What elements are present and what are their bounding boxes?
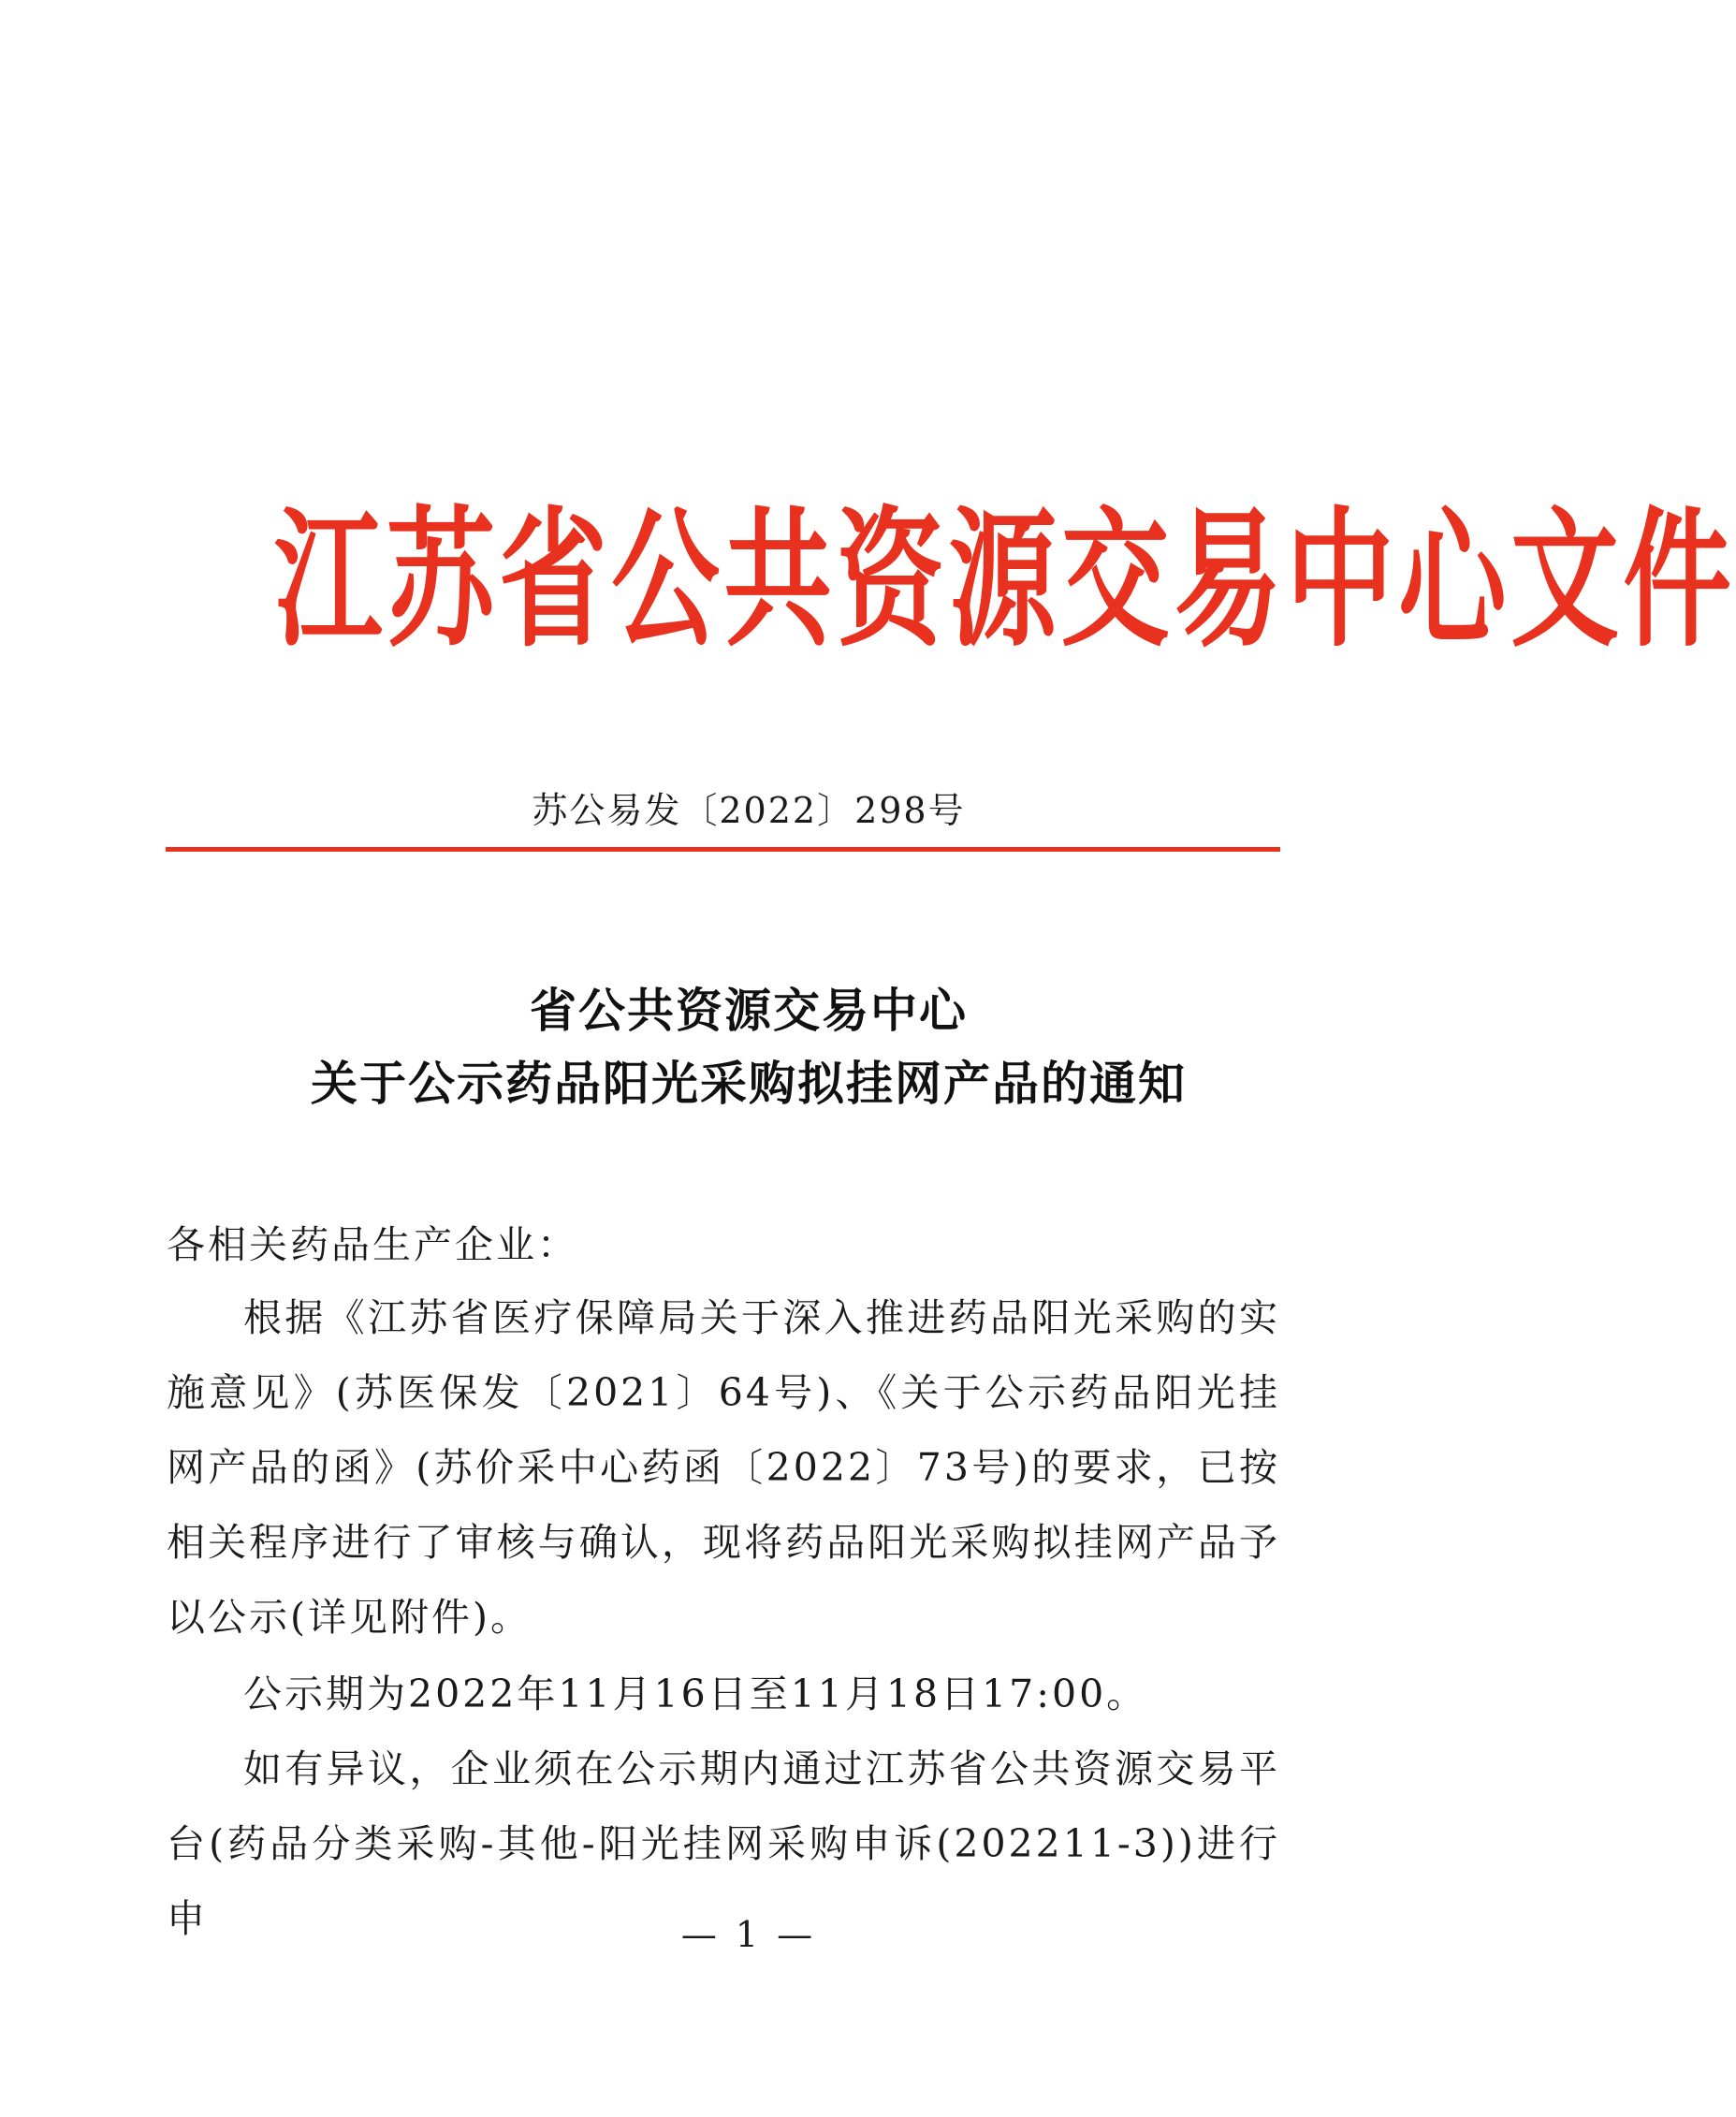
notice-title-line-2: 关于公示药品阳光采购拟挂网产品的通知 bbox=[311, 1057, 1187, 1111]
notice-title-line-1: 省公共资源交易中心 bbox=[530, 984, 968, 1038]
body-paragraph-2: 公示期为2022年11月16日至11月18日17:00。 bbox=[243, 1672, 1148, 1716]
page-number: — 1 — bbox=[680, 1914, 817, 1955]
body-paragraph-3: 如有异议，企业须在公示期内通过江苏省公共资源交易平台(药品分类采购-其他-阳光挂网采购申诉(202211-3))进行申 bbox=[167, 1746, 1280, 1941]
document-number: 苏公易发〔2022〕298号 bbox=[532, 790, 966, 831]
issuer-header: 江苏省公共资源交易中心文件 bbox=[274, 493, 1736, 667]
red-divider-line bbox=[166, 847, 1280, 852]
salutation: 各相关药品生产企业： bbox=[167, 1222, 578, 1267]
body-paragraph-1: 根据《江苏省医疗保障局关于深入推进药品阳光采购的实施意见》(苏医保发〔2021〕64号)、《关于公示药品阳光挂网产品的函》(苏价采中心药函〔2022〕73号)的要求，已按相关程序进行了审核与确认，现将药品阳光采购拟挂网产品予以公示(详见附件)。 bbox=[167, 1295, 1280, 1640]
